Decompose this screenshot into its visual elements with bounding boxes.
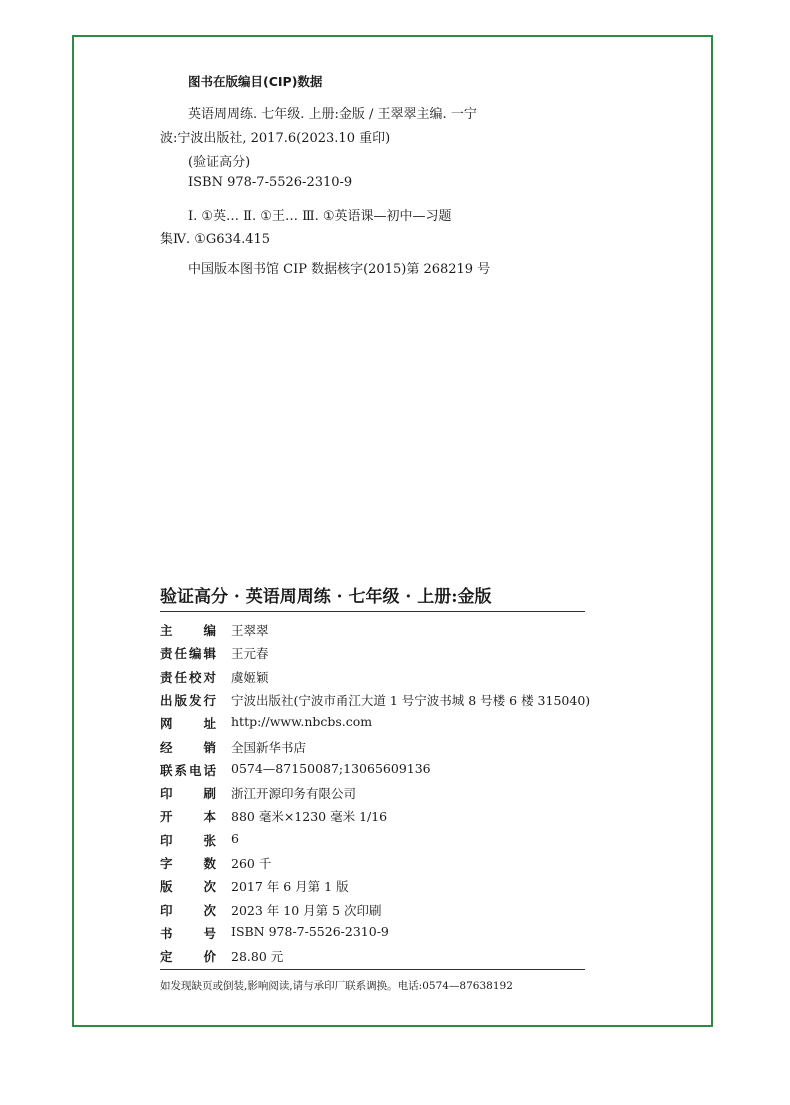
- colophon-value: 宁波出版社(宁波市甬江大道 1 号宁波书城 8 号楼 6 楼 315040): [231, 692, 591, 708]
- label-char: 印: [160, 902, 173, 918]
- label-char: 辑: [203, 646, 216, 662]
- label-char: 对: [203, 669, 216, 685]
- colophon-label: [160, 644, 216, 662]
- label-char: 刷: [203, 786, 216, 802]
- label-char: 责: [160, 669, 173, 685]
- label-char: 行: [203, 692, 216, 708]
- label-char: 任: [174, 669, 187, 685]
- cip-line: 集Ⅳ. ①G634.415: [160, 232, 271, 247]
- colophon-value: 全国新华书店: [231, 739, 307, 755]
- footer-notice: 如发现缺页或倒装,影响阅读,请与承印厂联系调换。电话:0574—87638192: [160, 980, 513, 992]
- label-char: 话: [203, 762, 216, 778]
- label-char: 价: [203, 949, 216, 965]
- colophon-value: 28.80 元: [231, 949, 284, 965]
- label-char: 系: [174, 762, 187, 778]
- label-char: 责: [160, 646, 173, 662]
- colophon-label: [160, 691, 216, 709]
- colophon-label: [160, 901, 216, 919]
- label-char: 号: [203, 925, 216, 941]
- label-char: 址: [203, 716, 216, 732]
- colophon-value: 2023 年 10 月第 5 次印刷: [231, 902, 382, 918]
- label-char: 张: [203, 832, 216, 848]
- label-char: 印: [160, 832, 173, 848]
- cip-line: (验证高分): [188, 155, 251, 170]
- label-char: 电: [188, 762, 202, 778]
- label-char: 开: [160, 809, 173, 825]
- colophon-label: [160, 761, 216, 779]
- cip-heading: 图书在版编目(CIP)数据: [188, 74, 323, 89]
- cip-line: 英语周周练. 七年级. 上册:金版 / 王翠翠主编. 一宁: [188, 107, 477, 122]
- colophon-value: 王元春: [231, 646, 269, 662]
- colophon-value: 880 毫米×1230 毫米 1/16: [231, 809, 388, 825]
- colophon-label: [160, 807, 216, 825]
- colophon-label: [160, 621, 216, 639]
- label-char: 主: [160, 623, 173, 638]
- label-char: 校: [188, 669, 202, 685]
- colophon-label: [160, 714, 216, 732]
- label-char: 联: [160, 762, 173, 778]
- label-char: 印: [160, 786, 173, 802]
- label-char: 本: [203, 809, 216, 825]
- label-char: 出: [160, 692, 173, 708]
- label-char: 发: [188, 692, 202, 708]
- cip-line: 中国版本图书馆 CIP 数据核字(2015)第 268219 号: [188, 262, 491, 277]
- colophon-value: 虞姬颖: [231, 669, 269, 685]
- label-char: 次: [203, 902, 216, 918]
- title-divider: [160, 611, 585, 612]
- cip-line: ISBN 978-7-5526-2310-9: [188, 175, 353, 190]
- label-char: 版: [160, 879, 173, 895]
- label-char: 版: [174, 692, 187, 708]
- book-title: 验证高分 · 英语周周练 · 七年级 · 上册:金版: [160, 587, 492, 607]
- label-char: 书: [160, 925, 173, 941]
- colophon-label: [160, 784, 216, 802]
- colophon-label: [160, 924, 216, 942]
- label-char: 网: [160, 716, 173, 732]
- colophon-value: 0574—87150087;13065609136: [231, 760, 431, 776]
- colophon-label: [160, 668, 216, 686]
- colophon-value: http://www.nbcbs.com: [231, 714, 373, 730]
- label-char: 销: [203, 739, 216, 755]
- colophon-label: [160, 854, 216, 872]
- colophon-value: 浙江开源印务有限公司: [231, 786, 357, 802]
- label-char: 次: [203, 879, 216, 895]
- colophon-label: [160, 738, 216, 756]
- label-char: 字: [160, 856, 173, 871]
- colophon-value: 260 千: [231, 856, 272, 871]
- colophon-label: [160, 947, 216, 965]
- colophon-value: ISBN 978-7-5526-2310-9: [231, 923, 389, 939]
- cip-line: 波:宁波出版社, 2017.6(2023.10 重印): [160, 131, 391, 146]
- colophon-label: [160, 877, 216, 895]
- label-char: 经: [160, 739, 173, 755]
- label-char: 数: [203, 856, 216, 871]
- colophon-value: 6: [231, 830, 239, 846]
- label-char: 编: [203, 623, 216, 638]
- footer-divider: [160, 969, 585, 970]
- colophon-value: 王翠翠: [231, 623, 269, 638]
- colophon-label: [160, 831, 216, 849]
- cip-line: Ⅰ. ①英… Ⅱ. ①王… Ⅲ. ①英语课—初中—习题: [188, 209, 452, 224]
- label-char: 编: [188, 646, 202, 662]
- label-char: 定: [160, 949, 173, 965]
- label-char: 任: [174, 646, 187, 662]
- colophon-value: 2017 年 6 月第 1 版: [231, 879, 349, 895]
